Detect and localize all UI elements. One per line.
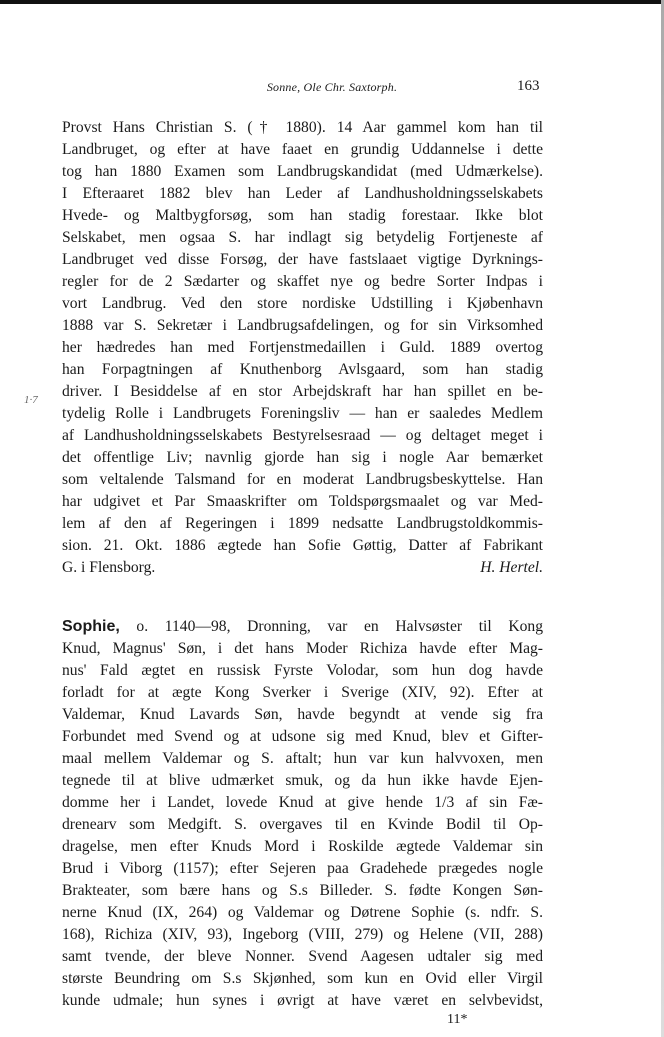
entry2-line: største Beundring om S.s Skjønhed, som kun en Ovid eller Virgil bbox=[62, 970, 543, 987]
entry1-line: regler for de 2 Sædarter og skaffet nye og bedre Sorter Indpas i bbox=[62, 273, 543, 290]
running-header: Sonne, Ole Chr. Saxtorph. bbox=[266, 80, 398, 94]
entry1-line: som veltalende Talsmand for en moderat Landbrugsbeskyttelse. Han bbox=[62, 471, 543, 488]
entry2-line: samt tvende, der bleve Nonner. Svend Aagesen udtaler sig med bbox=[62, 948, 543, 965]
entry2-line: kunde udmale; hun synes i øvrigt at have været en selvbevidst, bbox=[62, 992, 543, 1009]
entry1-line: Hvede- og Maltbygforsøg, som han stadig forestaar. Ikke blot bbox=[62, 207, 543, 224]
entry-headword: Sophie, bbox=[62, 618, 120, 635]
entry2-line: Forbundet med Svend og at udsone sig med Knud, blev et Gifter- bbox=[62, 728, 543, 745]
entry1-line: Selskabet, men ogsaa S. har indlagt sig betydelig Fortjeneste af bbox=[62, 229, 543, 246]
entry1-line: tog han 1880 Examen som Landbrugskandidat (med Udmærkelse). bbox=[62, 163, 543, 180]
entry2-first-line-text: o. 1140—98, Dronning, var en Halvsøster til Kong bbox=[119, 618, 543, 635]
top-border-rule bbox=[0, 0, 664, 4]
entry1-line: han Forpagtningen af Knuthenborg Avlsgaard, som han stadig bbox=[62, 361, 543, 378]
entry2-line: nus' Fald ægtet en russisk Fyrste Volodar, som hun dog havde bbox=[62, 662, 543, 679]
entry2-line: drenearv som Medgift. S. overgaves til en Kvinde Bodil til Op- bbox=[62, 816, 543, 833]
entry2-line: 168), Richiza (XIV, 93), Ingeborg (VIII, 279) og Helene (VII, 288) bbox=[62, 926, 543, 943]
entry1-line: Landbruget ved disse Forsøg, der have fastslaaet vigtige Dyrknings- bbox=[62, 251, 543, 268]
entry2-line: domme her i Landet, lovede Knud at give hende 1/3 af sin Fæ- bbox=[62, 794, 543, 811]
signature-mark: 11* bbox=[447, 1012, 468, 1027]
entry2-line: nerne Knud (IX, 264) og Valdemar og Døtrene Sophie (s. ndfr. S. bbox=[62, 904, 543, 921]
entry1-line: det offentlige Liv; navnlig gjorde han sig i nogle Aar bemærket bbox=[62, 449, 543, 466]
margin-note: 1·7 bbox=[24, 394, 38, 406]
entry1-line: G. i Flensborg. bbox=[62, 559, 156, 576]
entry1-line: driver. I Besiddelse af en stor Arbejdskraft har han spillet en be- bbox=[62, 383, 543, 400]
entry2-line: Valdemar, Knud Lavards Søn, havde begyndt at vende sig fra bbox=[62, 706, 543, 723]
page-number: 163 bbox=[517, 78, 540, 94]
entry2-line: Brakteater, som bære hans og S.s Billeder. S. fødte Kongen Søn- bbox=[62, 882, 543, 899]
entry2-first-line bbox=[62, 616, 543, 638]
entry1-line: tydelig Rolle i Landbrugets Foreningsliv — han er saaledes Medlem bbox=[62, 405, 543, 422]
entry1-line: Landbruget, og efter at have faaet en grundig Uddannelse i dette bbox=[62, 141, 543, 158]
entry1-line: af Landhusholdningsselskabets Bestyrelsesraad — og deltaget meget i bbox=[62, 427, 543, 444]
entry1-line: lem af den af Regeringen i 1899 nedsatte Landbrugstoldkommis- bbox=[62, 515, 543, 532]
entry2-line: maal mellem Valdemar og S. aftalt; hun var kun halvvoxen, men bbox=[62, 750, 543, 767]
entry1-line: har udgivet et Par Smaaskrifter om Toldspørgsmaalet og var Med- bbox=[62, 493, 543, 510]
entry1-line: I Efteraaret 1882 blev han Leder af Landhusholdningsselskabets bbox=[62, 185, 543, 202]
entry1-line: vort Landbrug. Ved den store nordiske Udstilling i Kjøbenhavn bbox=[62, 295, 543, 312]
entry2-line: tegnede til at blive udmærket smuk, og da hun ikke havde Ejen- bbox=[62, 772, 543, 789]
author-signature: H. Hertel. bbox=[480, 559, 543, 576]
entry2-line: Knud, Magnus' Søn, i det hans Moder Richiza havde efter Mag- bbox=[62, 640, 543, 657]
entry2-line: forladt for at ægte Kong Sverker i Sverige (XIV, 92). Efter at bbox=[62, 684, 543, 701]
entry1-line: sion. 21. Okt. 1886 ægtede han Sofie Gøttig, Datter af Fabrikant bbox=[62, 537, 543, 554]
entry2-line: dragelse, men efter Knuds Mord i Roskilde ægtede Valdemar sin bbox=[62, 838, 543, 855]
entry1-line: 1888 var S. Sekretær i Landbrugsafdelingen, og for sin Virksomhed bbox=[62, 317, 543, 334]
entry2-line: Brud i Viborg (1157); efter Sejeren paa Gradehede prægedes nogle bbox=[62, 860, 543, 877]
entry1-line: Provst Hans Christian S. († 1880). 14 Aar gammel kom han til bbox=[62, 119, 543, 136]
entry1-line: her hædredes han med Fortjenstmedaillen i Guld. 1889 overtog bbox=[62, 339, 543, 356]
